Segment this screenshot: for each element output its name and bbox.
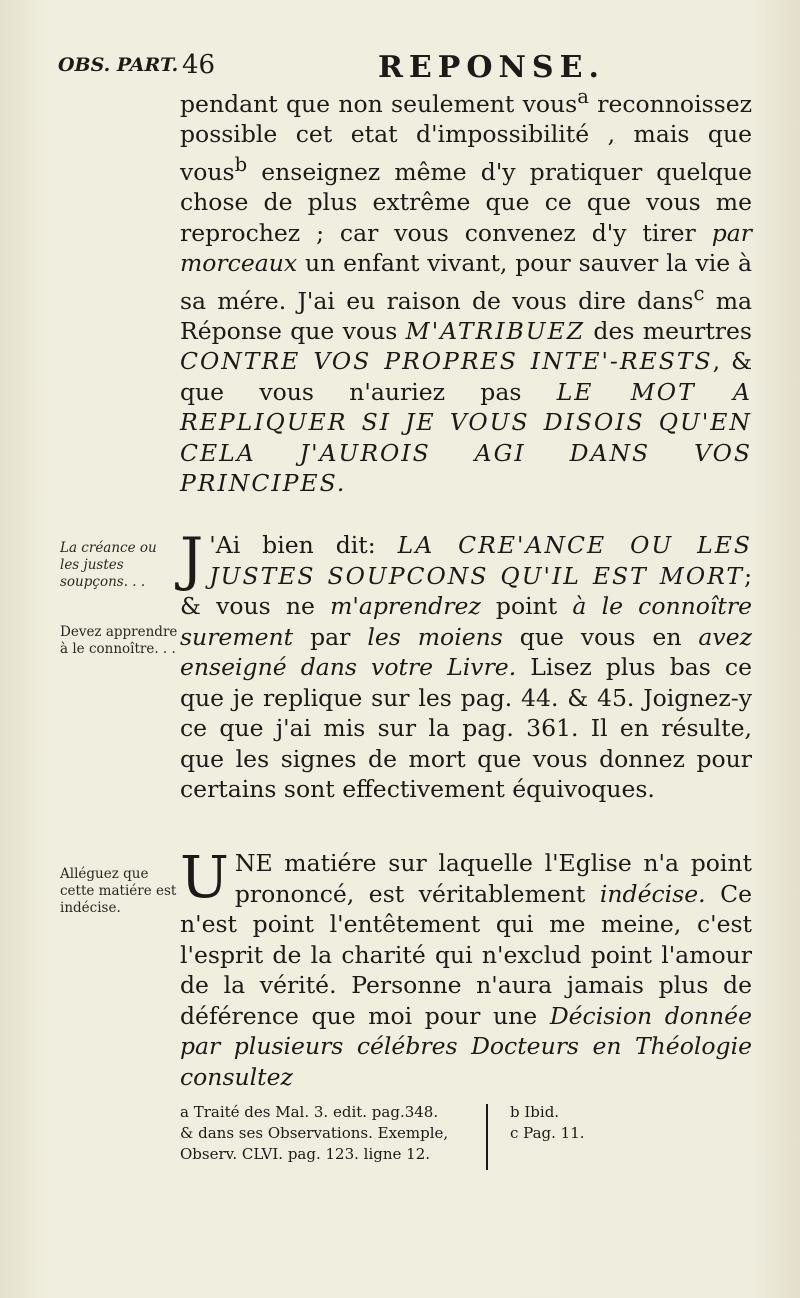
p1-italic-1: par morceaux	[180, 218, 752, 278]
p1-caps-1: M'ATRIBUEZ	[405, 316, 586, 345]
running-head-title: REPONSE.	[378, 50, 605, 85]
footnote-b: b Ibid.	[510, 1103, 560, 1121]
running-head-left: OBS. PART.	[58, 54, 179, 76]
footnote-c: c Pag. 11.	[510, 1124, 585, 1142]
p3-italic-1: indécise.	[599, 879, 706, 908]
p2-italic-2: à le connoître surement	[180, 592, 752, 651]
footnote-ref-a: a	[577, 85, 589, 108]
footnote-ref-c: c	[693, 281, 705, 305]
p3-text-a: NE matiére sur laquelle l'Eglise n'a point prononcé, est véritablement	[234, 849, 752, 908]
p2-italic-1: m'aprendrez	[330, 592, 481, 620]
p2-text-f: Lisez plus bas ce que je replique sur les pag. 44. & 45. Joignez-y ce que j'ai mis sur la pag. 361. Il en résulte, que les signes de mort que vous donnez pour certains sont effectivement équivoques.	[180, 653, 752, 803]
p1-text-f: des meurtres	[585, 316, 752, 345]
p3-text-b: Ce n'est point l'entêtement qui me meine, c'est l'esprit de la charité qui n'exclud point l'amour de la vérité. Personne n'aura jamais plus de déférence que moi pour une	[180, 879, 753, 1030]
footnote-a-line-2: & dans ses Observations. Exemple,	[180, 1124, 449, 1142]
p2-text-d: par	[293, 622, 368, 651]
p2-italic-3: les moiens	[367, 622, 503, 651]
footnote-a-line-3: Observ. CLVI. pag. 123. ligne 12.	[180, 1145, 431, 1163]
p1-text-g: , & que vous n'auriez pas	[180, 347, 753, 406]
margin-note-2: Devez apprendre à le connoître. . .	[60, 624, 178, 657]
margin-note-3: Alléguez que cette matiére est indécise.	[60, 866, 177, 916]
footnote-ref-b: b	[234, 152, 248, 176]
footnote-divider	[486, 1104, 488, 1170]
footnote-a	[180, 1102, 480, 1165]
paragraph-2	[180, 525, 752, 805]
p2-italic-4: avez enseigné dans votre Livre.	[180, 622, 752, 681]
p2-text-e: que vous en	[502, 622, 699, 651]
p1-caps-3: LE MOT A REPLIQUER SI JE VOUS DISOIS QU'EN CELA J'AUROIS AGI DANS VOS PRINCIPES.	[180, 377, 752, 498]
footnote-a-line-1: a Traité des Mal. 3. edit. pag.348.	[180, 1103, 439, 1121]
p3-italic-2: Décision donnée par plusieurs célébres Docteurs en Théologie consultez	[180, 1001, 752, 1091]
paragraph-3	[180, 843, 753, 1092]
p1-text-c: enseignez même d'y pratiquer quelque chose de plus extrême que ce que vous me reprochez ; car vous convenez d'y tirer	[180, 157, 752, 247]
p2-text-a: 'Ai bien dit:	[209, 531, 398, 559]
p1-text-a: pendant que non seulement vous	[180, 89, 578, 118]
p1-text-b: reconnoissez possible cet etat d'impossibilité , mais que vous	[180, 89, 753, 186]
p3-dropcap: U	[180, 843, 229, 911]
p1-text-e: ma Réponse que vous	[180, 286, 753, 345]
footnotes-right	[510, 1102, 630, 1144]
paragraph-1	[180, 82, 752, 499]
p1-caps-2: CONTRE VOS PROPRES INTE'-RESTS	[180, 347, 713, 376]
p2-text-c: point	[480, 592, 573, 620]
p1-text-d: un enfant vivant, pour sauver la vie à sa mére. J'ai eu raison de vous dire dans	[180, 249, 752, 315]
p2-dropcap: J	[180, 525, 204, 593]
p2-caps-1: LA CRE'ANCE OU LES JUSTES SOUPCONS QU'IL EST MORT	[209, 531, 752, 590]
page-number: 46	[182, 50, 216, 80]
p2-text-b: ; & vous ne	[180, 561, 752, 620]
margin-note-1: La créance ou les justes soupçons. . .	[60, 540, 157, 590]
footnotes	[180, 1102, 640, 1172]
